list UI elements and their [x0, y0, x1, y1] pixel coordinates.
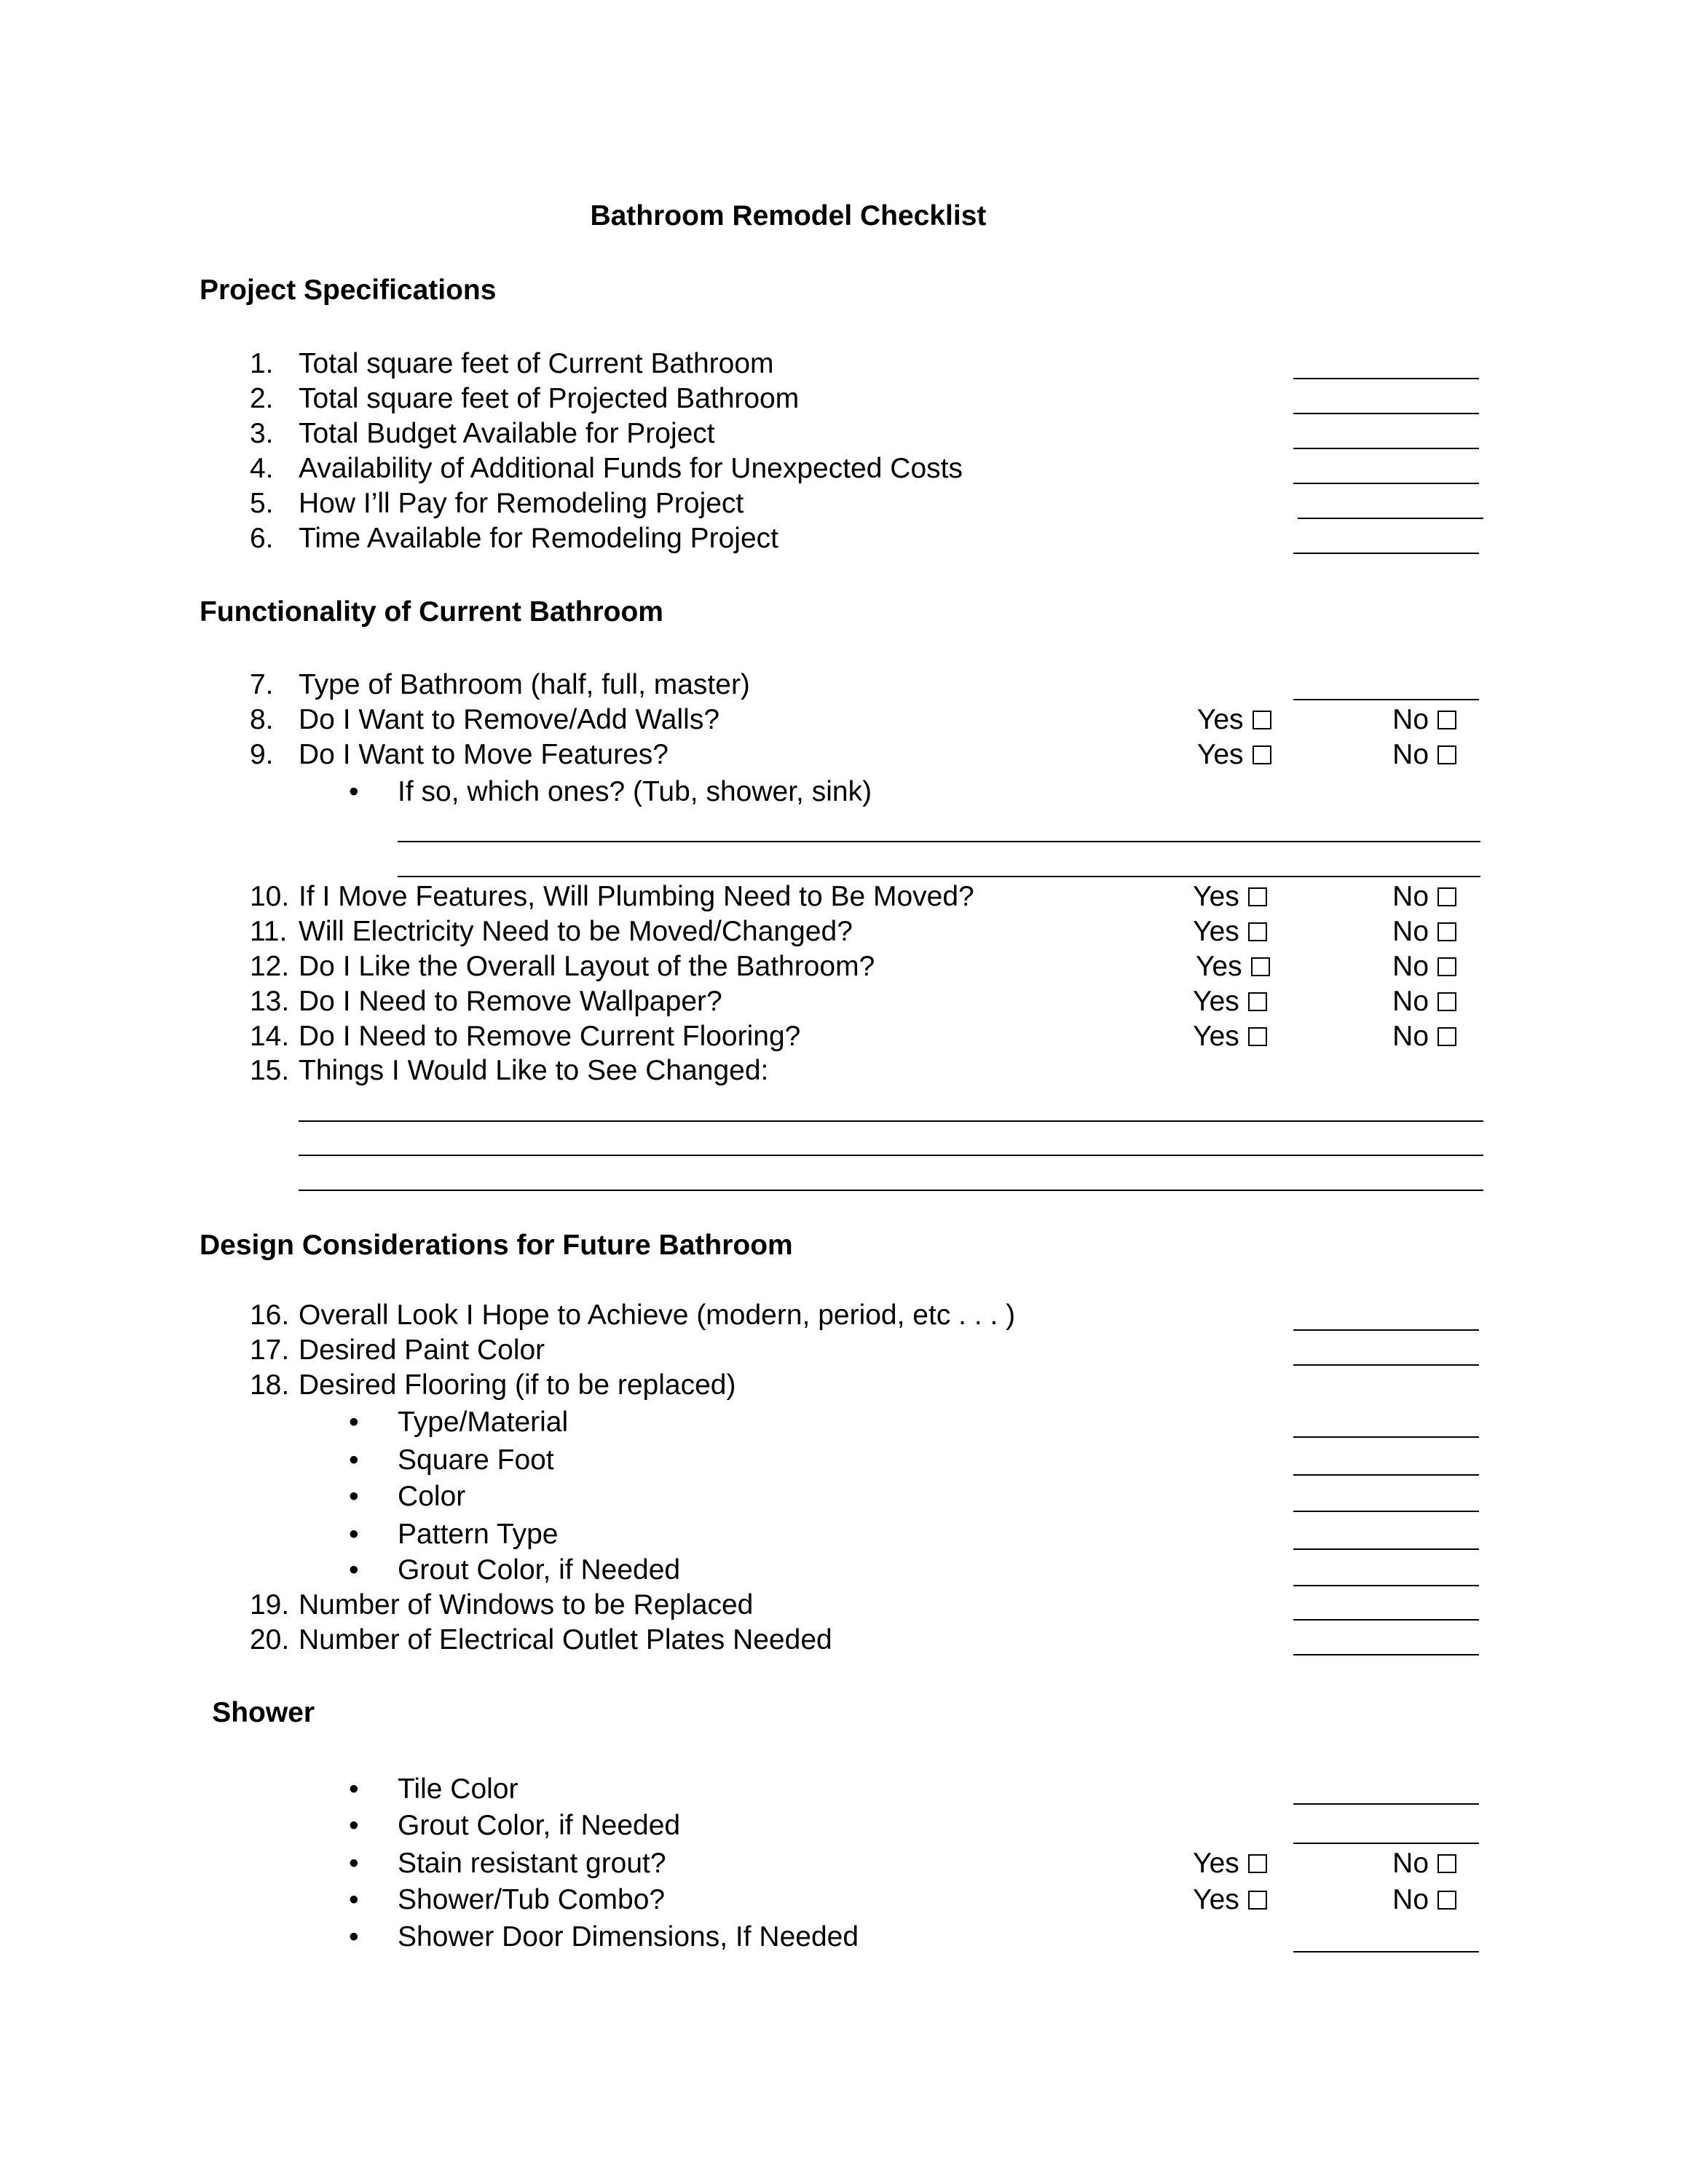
item-text: Availability of Additional Funds for Unexpected Costs — [299, 452, 963, 484]
item-text: Number of Electrical Outlet Plates Needed — [299, 1624, 832, 1656]
yes-checkbox[interactable] — [1248, 1891, 1267, 1910]
yes-option[interactable] — [1193, 1847, 1267, 1880]
bullet-icon: • — [349, 1554, 359, 1586]
no-checkbox[interactable] — [1437, 1854, 1456, 1873]
yes-option[interactable] — [1197, 738, 1271, 772]
yes-label: Yes — [1193, 1883, 1239, 1915]
no-label: No — [1392, 880, 1429, 912]
no-checkbox[interactable] — [1437, 711, 1456, 729]
answer-blank-line[interactable] — [1293, 1436, 1479, 1438]
no-label: No — [1392, 1847, 1429, 1879]
section-heading-project: Project Specifications — [199, 274, 497, 306]
no-option[interactable] — [1392, 1883, 1456, 1917]
item-number: 16. — [249, 1299, 290, 1331]
item-number: 3. — [249, 417, 274, 449]
no-checkbox[interactable] — [1437, 745, 1456, 764]
section-heading-design: Design Considerations for Future Bathroom — [199, 1229, 793, 1261]
yes-label: Yes — [1196, 703, 1244, 735]
no-label: No — [1392, 985, 1429, 1017]
yes-label: Yes — [1193, 1847, 1239, 1879]
item-text: Do I Like the Overall Layout of the Bathroom? — [299, 950, 875, 982]
item-text: Will Electricity Need to be Moved/Changed? — [299, 915, 853, 947]
yes-checkbox[interactable] — [1251, 957, 1270, 976]
no-label: No — [1392, 738, 1429, 770]
item-number: 1. — [249, 348, 274, 380]
item-number: 14. — [249, 1020, 290, 1052]
item-text: If I Move Features, Will Plumbing Need to Be Moved? — [299, 880, 974, 912]
item-text: Do I Want to Move Features? — [299, 738, 669, 770]
no-option[interactable] — [1392, 1847, 1456, 1880]
yes-option[interactable] — [1196, 950, 1270, 984]
bullet-text: Shower Door Dimensions, If Needed — [398, 1921, 859, 1953]
item-text: Do I Need to Remove Wallpaper? — [299, 985, 722, 1017]
no-label: No — [1392, 915, 1429, 947]
item-number: 12. — [249, 950, 290, 982]
answer-blank-line[interactable] — [1293, 1364, 1479, 1366]
yes-label: Yes — [1193, 985, 1239, 1017]
answer-blank-line[interactable] — [1293, 1843, 1479, 1844]
no-option[interactable] — [1392, 950, 1456, 984]
answer-blank-line[interactable] — [1293, 1511, 1479, 1512]
item-text: Total square feet of Current Bathroom — [299, 348, 774, 380]
item-number: 17. — [249, 1334, 290, 1366]
answer-blank-line[interactable] — [1298, 518, 1483, 519]
item-number: 20. — [249, 1624, 290, 1656]
yes-label: Yes — [1193, 915, 1239, 947]
answer-blank-line[interactable] — [1293, 413, 1479, 414]
item-text: Desired Flooring (if to be replaced) — [299, 1369, 736, 1401]
bullet-icon: • — [349, 1406, 359, 1439]
bullet-icon: • — [349, 1773, 359, 1805]
answer-blank-line[interactable] — [1293, 483, 1479, 484]
yes-option[interactable] — [1193, 880, 1267, 914]
answer-blank-line[interactable] — [1293, 1474, 1479, 1476]
answer-blank-line[interactable] — [1293, 378, 1479, 379]
item-number: 7. — [249, 668, 274, 700]
item-number: 18. — [249, 1369, 290, 1401]
no-option[interactable] — [1392, 880, 1456, 914]
bullet-icon: • — [349, 1883, 359, 1915]
bullet-text: Pattern Type — [398, 1518, 559, 1550]
item-number: 10. — [249, 880, 290, 912]
item-number: 11. — [249, 915, 288, 947]
item-text: Desired Paint Color — [299, 1334, 545, 1366]
section-heading-shower: Shower — [212, 1696, 315, 1728]
no-option[interactable] — [1392, 985, 1456, 1018]
item-number: 15. — [249, 1055, 290, 1087]
yes-label: Yes — [1196, 950, 1242, 982]
no-checkbox[interactable] — [1437, 922, 1456, 941]
answer-blank-line[interactable] — [398, 876, 1480, 877]
answer-blank-line[interactable] — [1293, 448, 1479, 449]
yes-label: Yes — [1196, 738, 1244, 770]
item-text: Total square feet of Projected Bathroom — [299, 382, 800, 414]
item-text: Number of Windows to be Replaced — [299, 1589, 754, 1621]
bullet-icon: • — [349, 776, 359, 808]
answer-blank-line[interactable] — [299, 1155, 1483, 1156]
bullet-text: Grout Color, if Needed — [398, 1810, 681, 1842]
no-checkbox[interactable] — [1437, 992, 1456, 1011]
yes-option[interactable] — [1197, 703, 1271, 737]
answer-blank-line[interactable] — [299, 1120, 1483, 1122]
yes-checkbox[interactable] — [1248, 1027, 1267, 1046]
answer-blank-line[interactable] — [1293, 1654, 1479, 1655]
bullet-text: Grout Color, if Needed — [398, 1554, 681, 1586]
answer-blank-line[interactable] — [1293, 553, 1479, 554]
bullet-icon: • — [349, 1921, 359, 1953]
no-checkbox[interactable] — [1437, 957, 1456, 976]
answer-blank-line[interactable] — [398, 841, 1480, 842]
bullet-text: Type/Material — [398, 1406, 569, 1439]
yes-checkbox[interactable] — [1253, 745, 1271, 764]
no-option[interactable] — [1392, 915, 1456, 949]
answer-blank-line[interactable] — [1293, 1585, 1479, 1586]
item-number: 4. — [249, 452, 274, 484]
bullet-text: Color — [398, 1480, 466, 1512]
no-label: No — [1392, 703, 1429, 735]
answer-blank-line[interactable] — [1293, 1803, 1479, 1805]
bullet-icon: • — [349, 1444, 359, 1476]
bullet-text: If so, which ones? (Tub, shower, sink) — [398, 776, 872, 808]
bullet-text: Tile Color — [398, 1773, 518, 1805]
yes-checkbox[interactable] — [1248, 887, 1267, 906]
answer-blank-line[interactable] — [1293, 1329, 1479, 1331]
yes-checkbox[interactable] — [1248, 1854, 1267, 1873]
no-label: No — [1392, 1020, 1429, 1052]
no-label: No — [1392, 1883, 1429, 1915]
yes-option[interactable] — [1193, 1883, 1267, 1917]
item-number: 5. — [249, 487, 274, 519]
item-number: 13. — [249, 985, 290, 1017]
item-text: How I’ll Pay for Remodeling Project — [299, 487, 744, 519]
answer-blank-line[interactable] — [1293, 1619, 1479, 1621]
item-text: Total Budget Available for Project — [299, 417, 715, 449]
bullet-icon: • — [349, 1847, 359, 1879]
no-option[interactable] — [1392, 703, 1456, 737]
answer-blank-line[interactable] — [1293, 1548, 1479, 1550]
yes-option[interactable] — [1193, 985, 1267, 1018]
no-option[interactable] — [1392, 1020, 1456, 1053]
item-text: Things I Would Like to See Changed: — [299, 1055, 769, 1087]
item-text: Overall Look I Hope to Achieve (modern, period, etc . . . ) — [299, 1299, 1016, 1331]
yes-checkbox[interactable] — [1253, 711, 1271, 729]
bullet-text: Shower/Tub Combo? — [398, 1883, 666, 1915]
yes-label: Yes — [1193, 1020, 1239, 1052]
yes-label: Yes — [1193, 880, 1239, 912]
item-number: 6. — [249, 522, 274, 554]
page-title: Bathroom Remodel Checklist — [590, 199, 987, 232]
bullet-text: Square Foot — [398, 1444, 554, 1476]
bullet-icon: • — [349, 1810, 359, 1842]
item-text: Type of Bathroom (half, full, master) — [299, 668, 750, 700]
bullet-text: Stain resistant grout? — [398, 1847, 666, 1879]
item-text: Do I Need to Remove Current Flooring? — [299, 1020, 801, 1052]
item-number: 9. — [249, 738, 274, 770]
section-heading-functionality: Functionality of Current Bathroom — [199, 596, 663, 628]
yes-option[interactable] — [1193, 915, 1267, 949]
no-checkbox[interactable] — [1437, 887, 1456, 906]
item-number: 8. — [249, 703, 274, 735]
no-option[interactable] — [1392, 738, 1456, 772]
item-text: Do I Want to Remove/Add Walls? — [299, 703, 720, 735]
answer-blank-line[interactable] — [299, 1190, 1483, 1191]
no-checkbox[interactable] — [1437, 1027, 1456, 1046]
yes-checkbox[interactable] — [1248, 922, 1267, 941]
item-number: 2. — [249, 382, 274, 414]
no-checkbox[interactable] — [1437, 1891, 1456, 1910]
bullet-icon: • — [349, 1518, 359, 1550]
answer-blank-line[interactable] — [1293, 699, 1479, 700]
item-text: Time Available for Remodeling Project — [299, 522, 778, 554]
item-number: 19. — [249, 1589, 290, 1621]
yes-option[interactable] — [1193, 1020, 1267, 1053]
no-label: No — [1392, 950, 1429, 982]
answer-blank-line[interactable] — [1293, 1951, 1479, 1952]
yes-checkbox[interactable] — [1248, 992, 1267, 1011]
bullet-icon: • — [349, 1480, 359, 1512]
